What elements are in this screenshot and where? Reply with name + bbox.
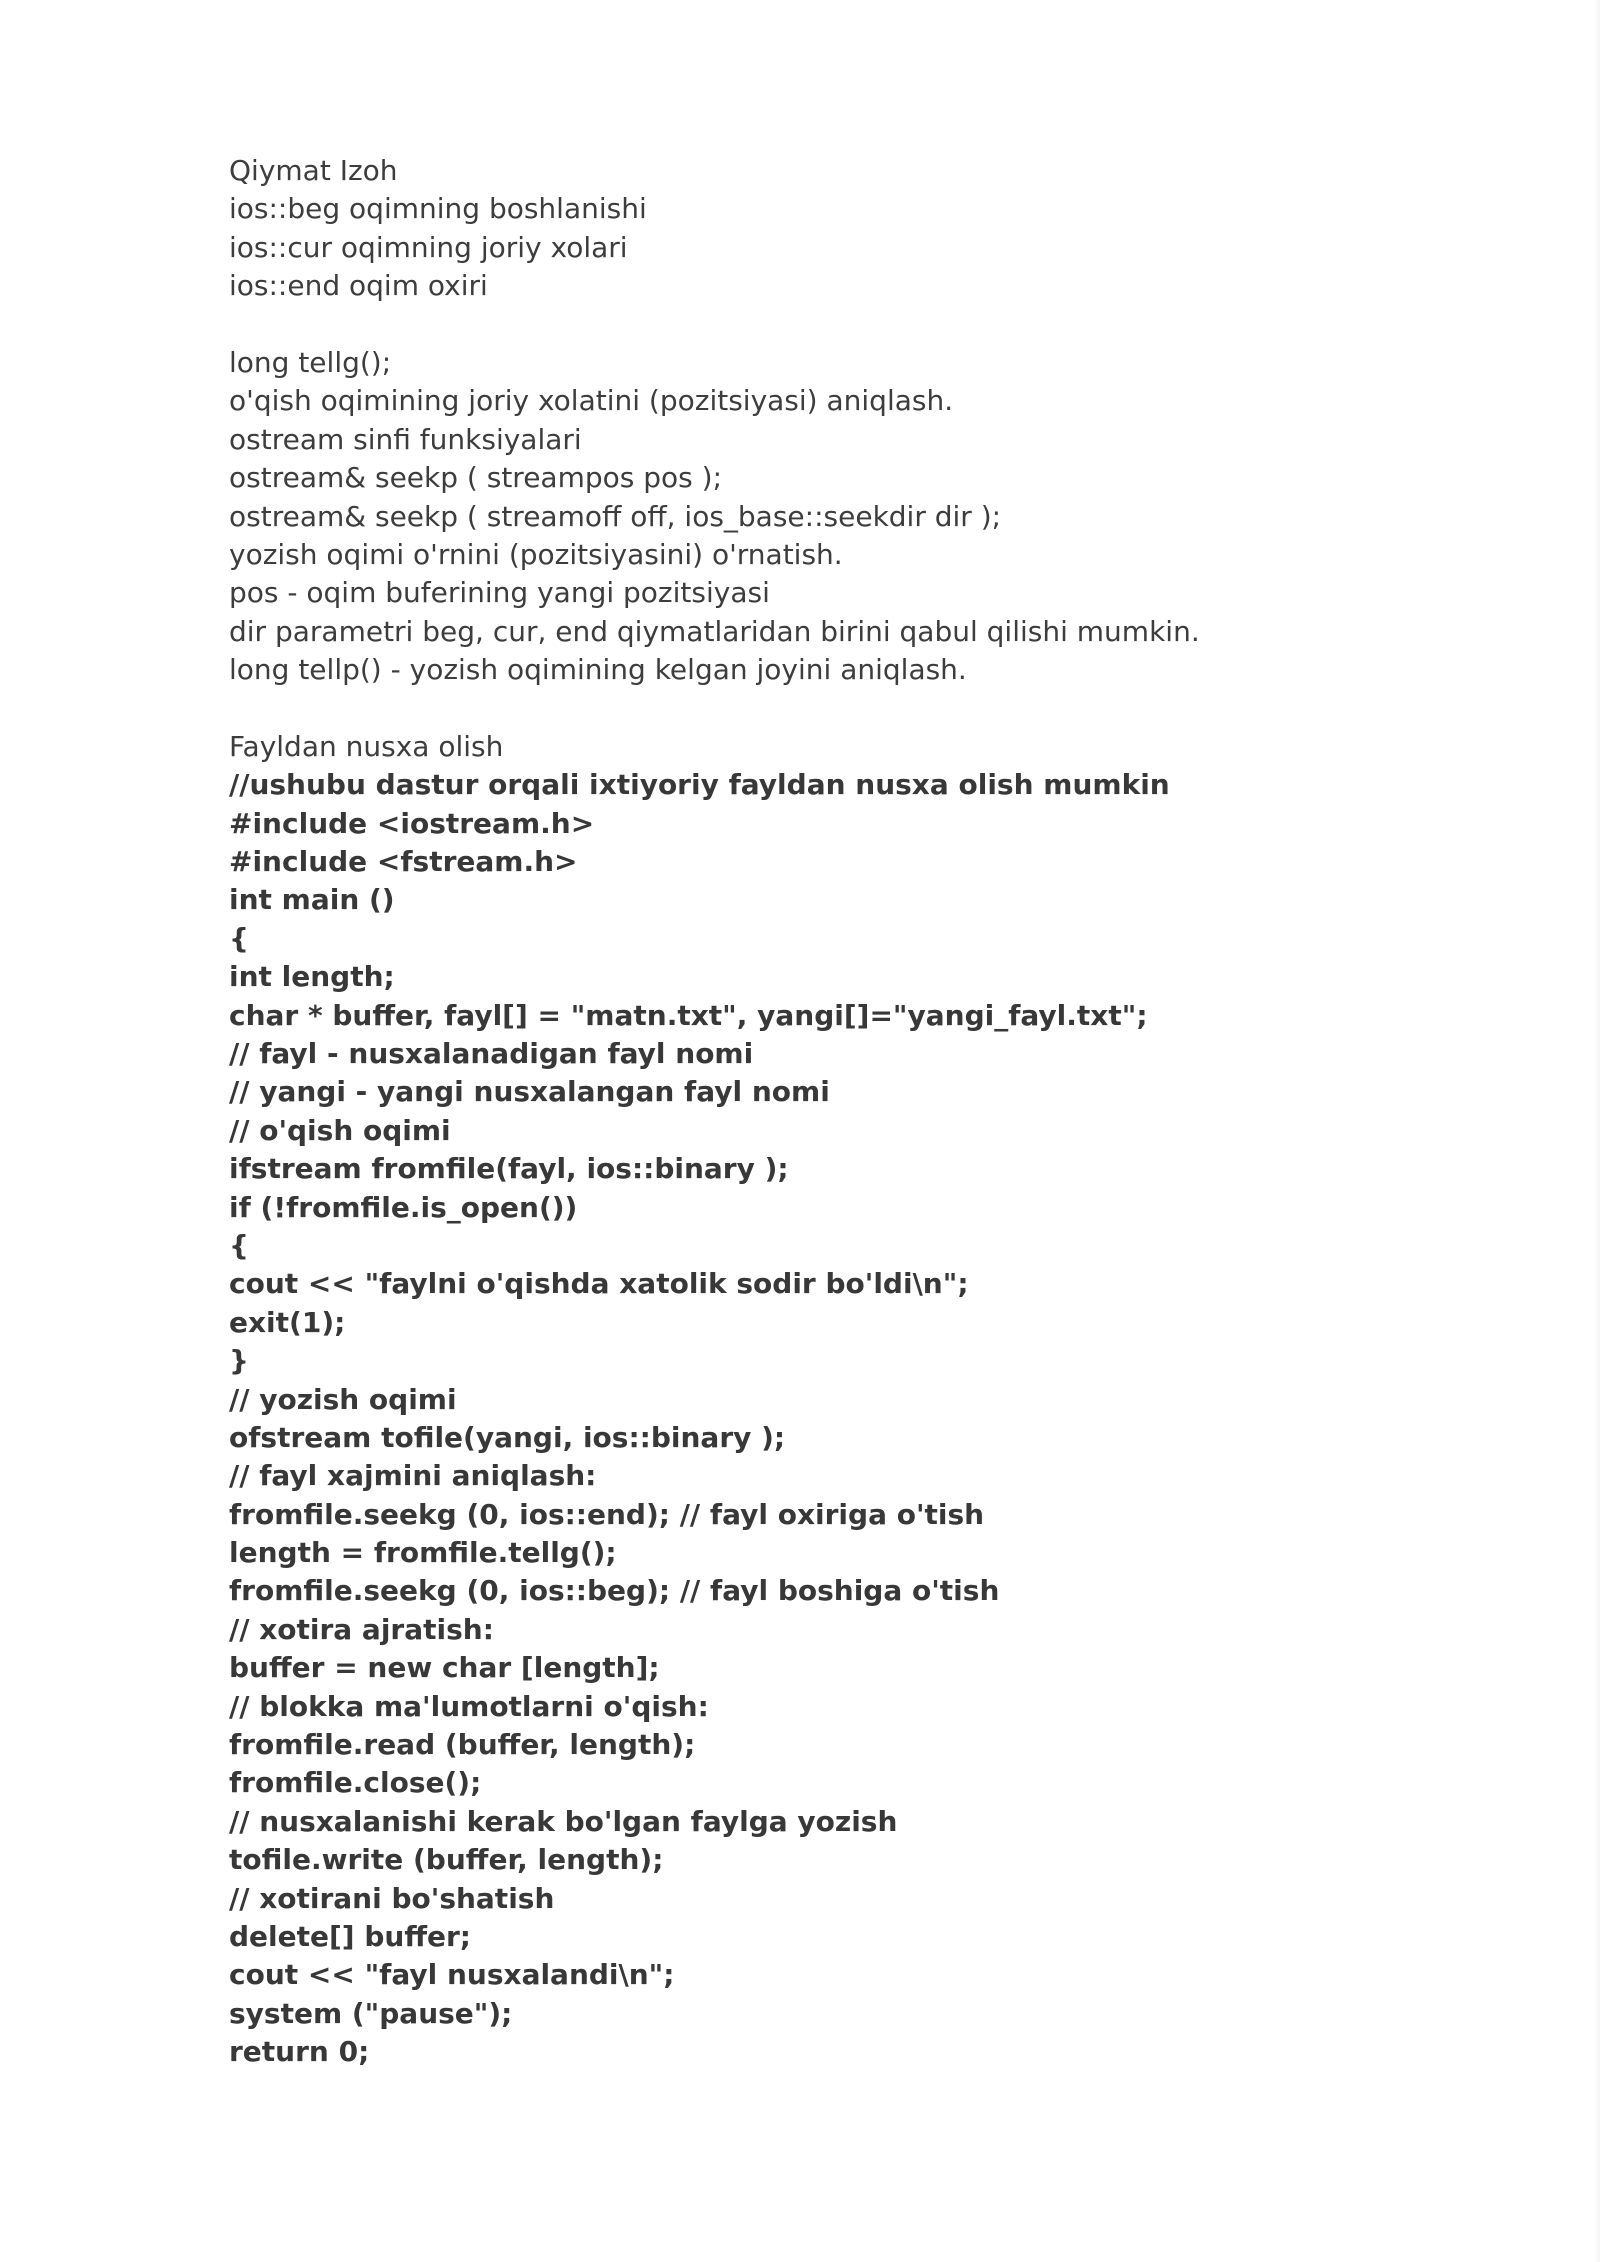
text-line: dir parametri beg, cur, end qiymatlaridan birini qabul qilishi mumkin. [229,614,1200,648]
text-line: ostream& seekp ( streampos pos ); [229,461,723,495]
table-header: Qiymat Izoh [229,154,398,187]
document-body [229,152,1529,2072]
code-line: // fayl - nusxalanadigan fayl nomi [229,1036,754,1070]
code-line: fromfile.seekg (0, ios::beg); // fayl boshiga o'tish [229,1574,1000,1608]
spacer [229,306,1529,344]
code-line: // yangi - yangi nusxalangan fayl nomi [229,1075,830,1109]
code-line: // o'qish oqimi [229,1113,451,1147]
text-line: ios::end oqim oxiri [229,269,488,303]
code-line: // blokka ma'lumotlarni o'qish: [229,1689,709,1723]
code-line: int main () [229,883,395,917]
code-line: fromfile.close(); [229,1766,482,1800]
text-line: ios::beg oqimning boshlanishi [229,192,647,226]
code-line: // fayl xajmini aniqlash: [229,1459,597,1493]
code-line: return 0; [229,2035,370,2069]
code-line: ifstream fromfile(fayl, ios::binary ); [229,1152,789,1186]
code-line: //ushubu dastur orqali ixtiyoriy fayldan nusxa olish mumkin [229,768,1170,802]
code-line: fromfile.read (buffer, length); [229,1728,696,1762]
code-line: exit(1); [229,1305,346,1339]
text-line: ios::cur oqimning joriy xolari [229,230,628,264]
code-line: char * buffer, fayl[] = "matn.txt", yangi[]="yangi_fayl.txt"; [229,998,1148,1032]
text-line: pos - oqim buferining yangi pozitsiyasi [229,576,770,610]
code-listing [229,766,1529,2071]
code-line: { [229,921,249,955]
code-line: delete[] buffer; [229,1919,471,1953]
code-line: if (!fromfile.is_open()) [229,1190,578,1224]
code-line: tofile.write (buffer, length); [229,1843,664,1877]
seekdir-values-table [229,152,1529,306]
text-line: long tellg(); [229,345,392,379]
code-line: cout << "fayl nusxalandi\n"; [229,1958,675,1992]
code-line: ofstream tofile(yangi, ios::binary ); [229,1420,786,1454]
stream-functions-description [229,344,1529,690]
text-line: yozish oqimi o'rnini (pozitsiyasini) o'rnatish. [229,537,843,571]
code-line: #include <iostream.h> [229,806,595,840]
text-line: ostream& seekp ( streamoff off, ios_base::seekdir dir ); [229,499,1002,533]
spacer [229,689,1529,727]
text-line: long tellp() - yozish oqimining kelgan joyini aniqlash. [229,653,967,687]
section-title: Fayldan nusxa olish [229,729,504,763]
code-line: // xotirani bo'shatish [229,1881,555,1915]
code-line: length = fromfile.tellg(); [229,1536,617,1570]
code-line: system ("pause"); [229,1996,513,2030]
code-line: { [229,1228,249,1262]
code-line: int length; [229,960,395,994]
code-line: } [229,1344,249,1378]
code-line: buffer = new char [length]; [229,1651,660,1685]
code-line: fromfile.seekg (0, ios::end); // fayl oxiriga o'tish [229,1497,985,1531]
page-edge-shadow [1594,0,1600,2262]
code-line: // nusxalanishi kerak bo'lgan faylga yozish [229,1804,898,1838]
text-line: o'qish oqimining joriy xolatini (pozitsiyasi) aniqlash. [229,384,954,418]
code-line: #include <fstream.h> [229,845,578,879]
code-line: // xotira ajratish: [229,1612,494,1646]
code-line: // yozish oqimi [229,1382,457,1416]
code-line: cout << "faylni o'qishda xatolik sodir bo'ldi\n"; [229,1267,969,1301]
text-line: ostream sinfi funksiyalari [229,422,582,456]
